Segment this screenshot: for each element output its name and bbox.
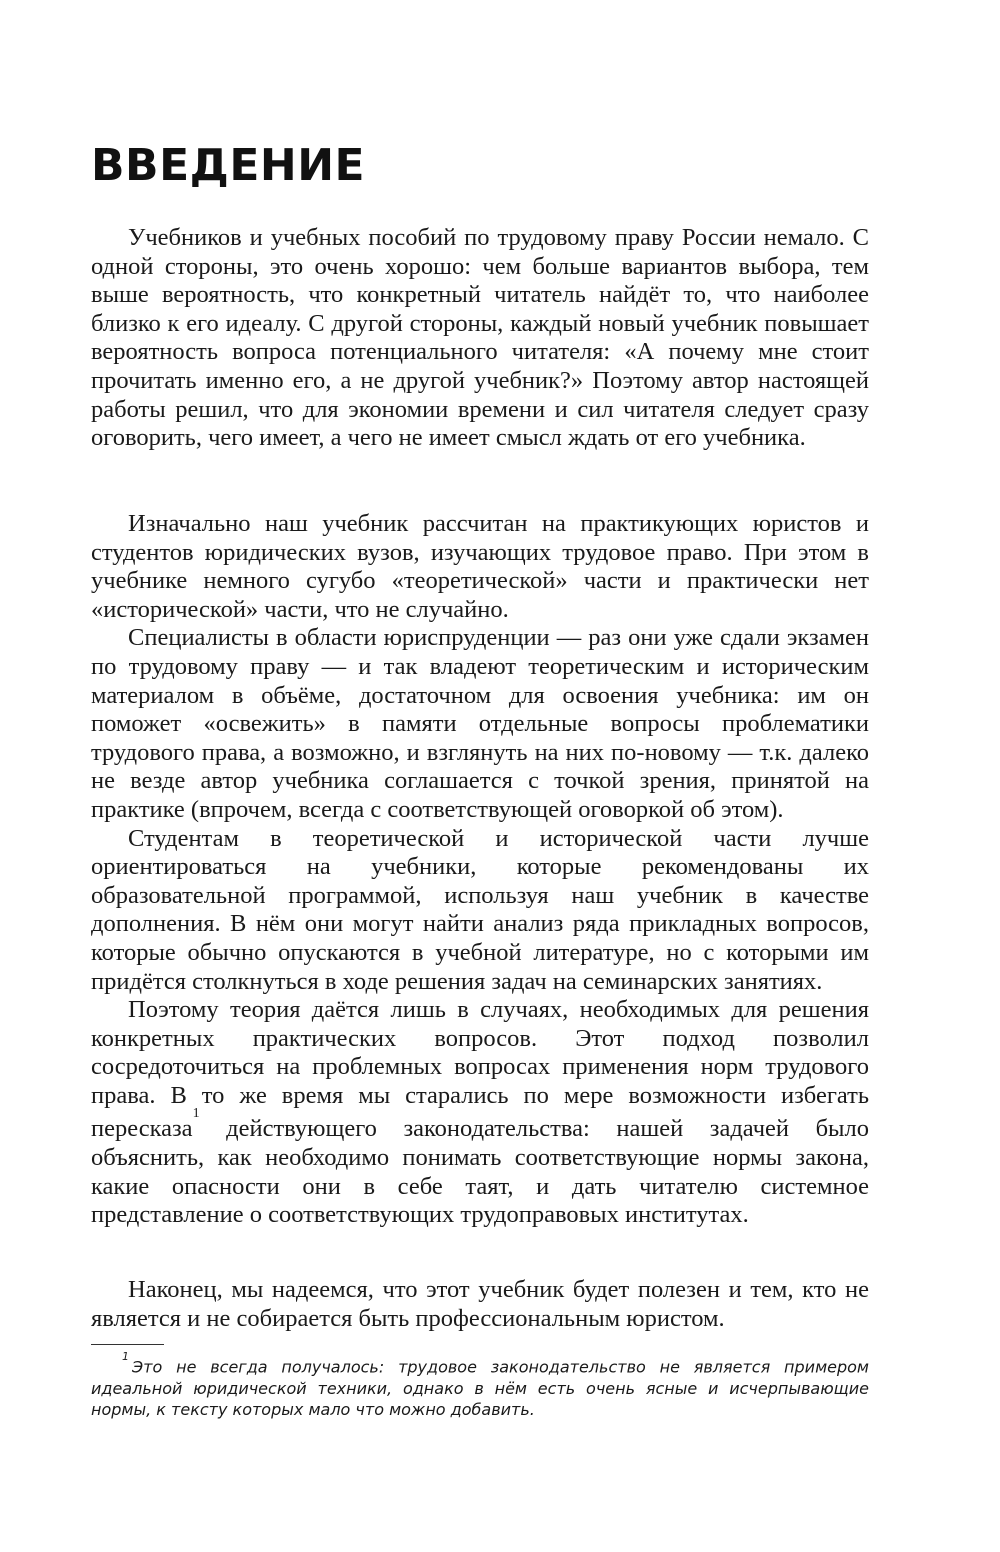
page-title: ВВЕДЕНИЕ — [91, 140, 366, 191]
paragraph-with-footnote — [91, 996, 869, 1230]
footnote-divider — [91, 1344, 164, 1345]
paragraph: Изначально наш учебник рассчитан на практикующих юристов и студентов юридических вузов, изучающих трудовое право. При этом в учебнике немного сугубо «теоретической» части и практически нет «исторической» части, что не случайно. — [91, 510, 869, 623]
footnote-reference[interactable]: 1 — [192, 1106, 200, 1122]
text-block-intro — [91, 224, 869, 453]
text-block-closing — [91, 1276, 869, 1333]
paragraph-text: Поэтому теория даётся лишь в случаях, необходимых для решения конкретных практических вопросов. Этот подход позволил сосредоточиться на проблемных вопросах применения норм трудового права. В то же время мы старались по мере возможности избегать пересказа — [91, 996, 869, 1143]
footnote — [91, 1352, 869, 1421]
paragraph: Специалисты в области юриспруденции — раз они уже сдали экзамен по трудовому праву — и так владеют теоретическим и историческим материалом в объёме, достаточном для освоения учебника: им он поможет «освежить» в памяти отдельные вопросы проблематики трудового права, а возможно, и взглянуть на них по-новому — т.к. далеко не везде автор учебника соглашается с точкой зрения, принятой на практике (впрочем, всегда с соответствующей оговоркой об этом). — [91, 624, 869, 823]
footnote-number: 1 — [122, 1350, 129, 1363]
paragraph: Студентам в теоретической и исторической части лучше ориентироваться на учебники, которые рекомендованы их образовательной программой, используя наш учебник в качестве дополнения. В нём они могут найти анализ ряда прикладных вопросов, которые обычно опускаются в учебной литературе, но с которыми им придётся столкнуться в ходе решения задач на семинарских занятиях. — [91, 824, 869, 995]
footnote-text: Это не всегда получалось: трудовое законодательство не является примером идеальной юридической техники, однако в нём есть очень ясные и исчерпывающие нормы, к тексту которых мало что можно добавить. — [91, 1357, 869, 1420]
paragraph: Учебников и учебных пособий по трудовому праву России немало. С одной стороны, это очень хорошо: чем больше вариантов выбора, тем выше вероятность, что конкретный читатель найдёт то, что наиболее близко к его идеалу. С другой стороны, каждый новый учебник повышает вероятность вопроса потенциального читателя: «А почему мне стоит прочитать именно его, а не другой учебник?» Поэтому автор настоящей работы решил, что для экономии времени и сил читателя следует сразу оговорить, чего имеет, а чего не имеет смысл ждать от его учебника. — [91, 224, 869, 452]
paragraph-text: действующего законодательства: нашей задачей было объяснить, как необходимо понимать соответствующие нормы закона, какие опасности они в себе таят, и дать читателю системное представление о соответствующих трудоправовых институтах. — [91, 1115, 869, 1229]
text-block-main — [91, 510, 869, 1230]
paragraph: Наконец, мы надеемся, что этот учебник будет полезен и тем, кто не является и не собирается быть профессиональным юристом. — [91, 1276, 869, 1332]
